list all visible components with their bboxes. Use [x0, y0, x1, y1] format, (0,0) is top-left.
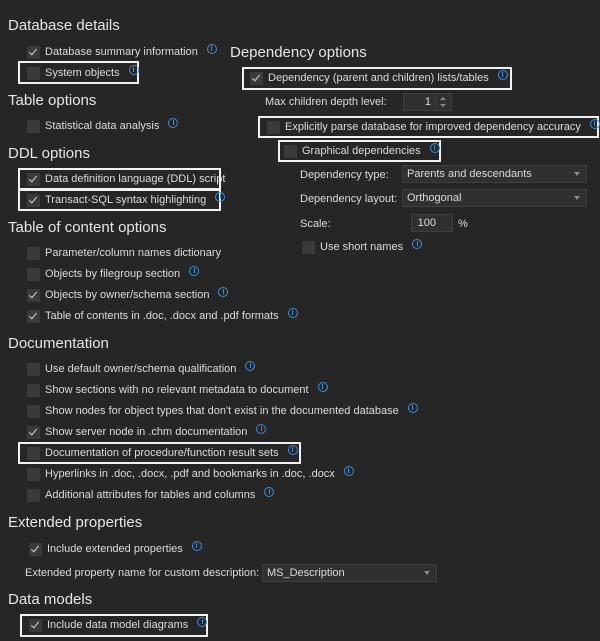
max-depth-spinner[interactable]: [403, 93, 452, 111]
option-label: Hyperlinks in .doc, .docx, .pdf and bookmarks in .doc, .docx: [45, 468, 335, 480]
nodes-missing-checkbox[interactable]: [27, 401, 418, 421]
checkbox-box[interactable]: [27, 268, 40, 281]
info-icon[interactable]: [412, 239, 422, 249]
default-owner-checkbox[interactable]: [27, 359, 255, 379]
chevron-down-icon[interactable]: [574, 196, 580, 200]
scale-input[interactable]: [411, 214, 453, 232]
option-label: Transact-SQL syntax highlighting: [45, 194, 207, 206]
info-icon[interactable]: [318, 382, 328, 392]
checkbox-box[interactable]: [29, 543, 42, 556]
option-label: Use short names: [320, 241, 404, 253]
checkbox-box[interactable]: [27, 447, 40, 460]
scale-unit: %: [458, 218, 468, 230]
spin-up-icon[interactable]: [440, 97, 446, 100]
checkbox-box[interactable]: [27, 120, 40, 133]
spinner-buttons[interactable]: [435, 94, 451, 110]
dep-layout-combo[interactable]: [402, 189, 587, 207]
info-icon[interactable]: [168, 118, 178, 128]
info-icon[interactable]: [129, 65, 139, 75]
option-label: Explicitly parse database for improved dependency accuracy: [285, 121, 581, 133]
checkbox-box[interactable]: [29, 619, 42, 632]
tsql-highlight-checkbox[interactable]: [27, 190, 225, 210]
option-label: Table of contents in .doc, .docx and .pdf formats: [45, 310, 279, 322]
option-label: Statistical data analysis: [45, 120, 160, 132]
checkbox-box[interactable]: [267, 121, 280, 134]
dep-type-combo[interactable]: [402, 165, 587, 183]
spinner-value: 1: [424, 96, 431, 108]
chevron-down-icon[interactable]: [424, 571, 430, 575]
result-sets-checkbox[interactable]: [27, 443, 298, 463]
option-label: Show sections with no relevant metadata to document: [45, 384, 309, 396]
checkbox-box[interactable]: [27, 489, 40, 502]
no-metadata-checkbox[interactable]: [27, 380, 328, 400]
dep-lists-checkbox[interactable]: [250, 68, 508, 88]
option-label: Parameter/column names dictionary: [45, 247, 222, 259]
section-toc-options: Table of content options: [8, 219, 167, 236]
option-label: Additional attributes for tables and columns: [45, 489, 256, 501]
info-icon[interactable]: [189, 266, 199, 276]
option-label: Data definition language (DDL) script: [45, 173, 226, 185]
checkbox-box[interactable]: [27, 384, 40, 397]
checkbox-box[interactable]: [27, 67, 40, 80]
checkbox-box[interactable]: [27, 247, 40, 260]
checkbox-box[interactable]: [27, 194, 40, 207]
chevron-down-icon[interactable]: [574, 172, 580, 176]
section-dependency-options: Dependency options: [230, 44, 367, 61]
checkbox-box[interactable]: [302, 241, 315, 254]
info-icon[interactable]: [197, 617, 207, 627]
info-icon[interactable]: [192, 541, 202, 551]
option-label: Show server node in .chm documentation: [45, 426, 248, 438]
info-icon[interactable]: [218, 287, 228, 297]
option-label: Documentation of procedure/function result sets: [45, 447, 279, 459]
option-label: Database summary information: [45, 46, 198, 58]
option-label: Objects by filegroup section: [45, 268, 181, 280]
option-label: Use default owner/schema qualification: [45, 363, 237, 375]
server-node-checkbox[interactable]: [27, 422, 266, 442]
dep-layout-label: Dependency layout:: [300, 193, 398, 205]
option-label: Graphical dependencies: [302, 145, 421, 157]
checkbox-box[interactable]: [27, 46, 40, 59]
section-ddl-options: DDL options: [8, 145, 90, 162]
max-depth-label: Max children depth level:: [265, 96, 387, 108]
option-label: Show nodes for object types that don't exist in the documented database: [45, 405, 399, 417]
scale-label: Scale:: [300, 218, 331, 230]
ddl-script-checkbox[interactable]: [27, 169, 225, 189]
statistical-analysis-checkbox[interactable]: [27, 116, 178, 136]
info-icon[interactable]: [207, 44, 217, 54]
include-ext-props-checkbox[interactable]: [29, 539, 202, 559]
combo-value: Parents and descendants: [407, 168, 532, 180]
checkbox-box[interactable]: [27, 289, 40, 302]
combo-value: MS_Description: [267, 567, 345, 579]
section-extended-properties: Extended properties: [8, 514, 143, 531]
toc-formats-checkbox[interactable]: [27, 306, 298, 326]
explicit-parse-checkbox[interactable]: [267, 117, 600, 137]
ext-prop-name-combo[interactable]: [262, 564, 437, 582]
checkbox-box[interactable]: [27, 173, 40, 186]
info-icon[interactable]: [430, 143, 440, 153]
checkbox-box[interactable]: [284, 145, 297, 158]
info-icon[interactable]: [215, 192, 225, 202]
option-label: System objects: [45, 67, 120, 79]
info-icon[interactable]: [264, 487, 274, 497]
checkbox-box[interactable]: [27, 310, 40, 323]
ext-prop-name-label: Extended property name for custom description:: [25, 567, 260, 579]
option-label: Include extended properties: [47, 543, 183, 555]
section-database-details: Database details: [8, 17, 120, 34]
info-icon[interactable]: [288, 308, 298, 318]
include-diagrams-checkbox[interactable]: [29, 615, 207, 635]
db-summary-checkbox[interactable]: [27, 42, 217, 62]
graphical-deps-checkbox[interactable]: [284, 141, 440, 161]
system-objects-checkbox[interactable]: [27, 63, 139, 83]
by-filegroup-checkbox[interactable]: [27, 264, 199, 284]
checkbox-box[interactable]: [27, 468, 40, 481]
checkbox-box[interactable]: [27, 426, 40, 439]
section-data-models: Data models: [8, 591, 93, 608]
checkbox-box[interactable]: [27, 363, 40, 376]
info-icon[interactable]: [288, 445, 298, 455]
short-names-checkbox[interactable]: [302, 237, 422, 257]
additional-attrs-checkbox[interactable]: [27, 485, 274, 505]
section-documentation: Documentation: [8, 335, 109, 352]
dep-type-label: Dependency type:: [300, 169, 389, 181]
checkbox-box[interactable]: [250, 72, 263, 85]
by-owner-checkbox[interactable]: [27, 285, 228, 305]
info-icon[interactable]: [498, 70, 508, 80]
info-icon[interactable]: [256, 424, 266, 434]
info-icon[interactable]: [408, 403, 418, 413]
section-table-options: Table options: [8, 92, 97, 109]
checkbox-box[interactable]: [27, 405, 40, 418]
spin-down-icon[interactable]: [440, 104, 446, 107]
combo-value: Orthogonal: [407, 192, 462, 204]
option-label: Objects by owner/schema section: [45, 289, 210, 301]
hyperlinks-checkbox[interactable]: [27, 464, 354, 484]
info-icon[interactable]: [245, 361, 255, 371]
param-dict-checkbox[interactable]: [27, 243, 221, 263]
option-label: Include data model diagrams: [47, 619, 189, 631]
scale-value: 100: [417, 217, 436, 229]
info-icon[interactable]: [590, 119, 600, 129]
option-label: Dependency (parent and children) lists/tables: [268, 72, 489, 84]
info-icon[interactable]: [344, 466, 354, 476]
